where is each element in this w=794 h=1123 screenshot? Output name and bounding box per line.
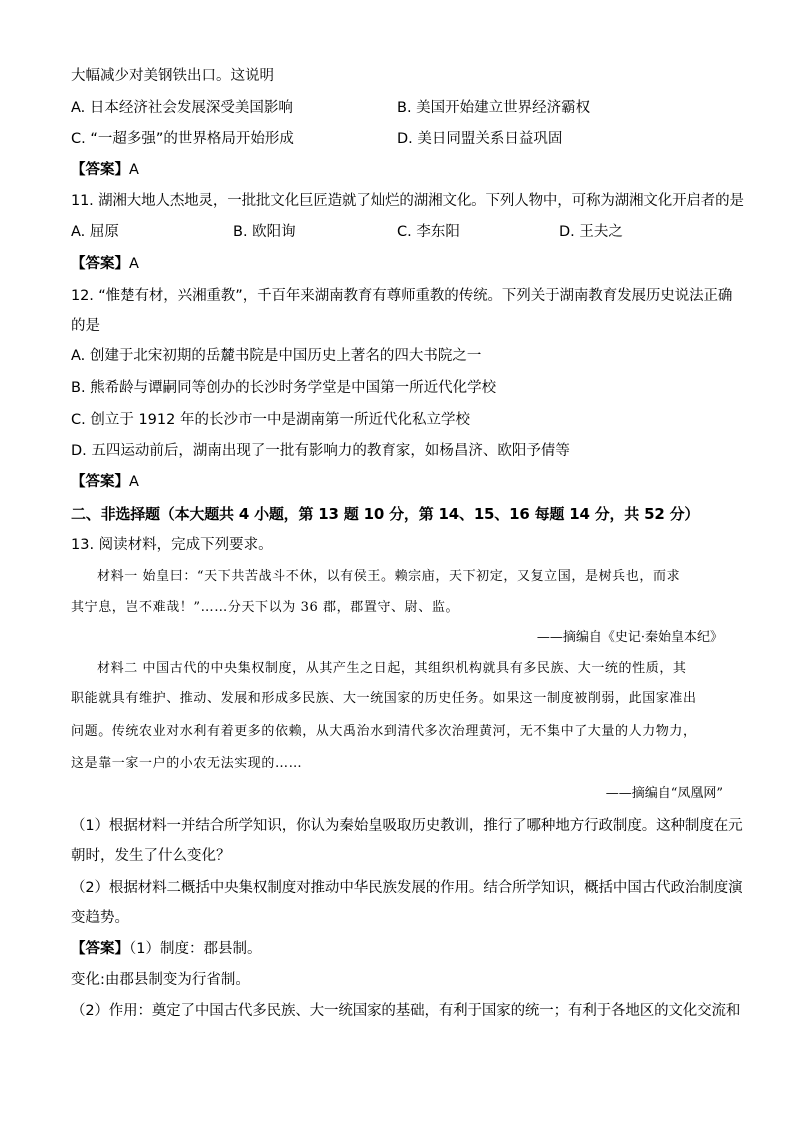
answer-tag: 【答案】 (71, 162, 129, 178)
q13-answer-line2: 变化:由郡县制变为行省制。 (71, 972, 250, 988)
q13-answer-line3: （2）作用：奠定了中国古代多民族、大一统国家的基础，有利于国家的统一；有利于各地区的文化交流和 (71, 1003, 741, 1019)
q13-sub1-line2: 朝时，发生了什么变化？ (71, 848, 231, 864)
q11-stem: 11. 湖湘大地人杰地灵，一批批文化巨匠造就了灿烂的湖湘文化。下列人物中，可称为湖湘文化开启者的是 (71, 193, 744, 209)
material1-line2: 其宁息，岂不难哉！”……分天下以为 36 郡，郡置守、尉、监。 (71, 600, 460, 615)
q13-stem: 13. 阅读材料，完成下列要求。 (71, 537, 273, 553)
q13-sub2-line2: 变趋势。 (71, 910, 129, 926)
answer-value: A (129, 162, 139, 178)
q12-option-c: C. 创立于 1912 年的长沙市一中是湖南第一所近代化私立学校 (71, 412, 470, 428)
q11-option-b: B. 欧阳询 (233, 224, 296, 240)
q11-answer (71, 254, 723, 274)
material1-line1: 材料一 始皇曰：“天下共苦战斗不休，以有侯王。赖宗庙，天下初定，又复立国，是树兵也，而求 (97, 569, 681, 584)
q10-option-c: C. “一超多强”的世界格局开始形成 (71, 131, 294, 147)
q13-sub1-line1: （1）根据材料一并结合所学知识，你认为秦始皇吸取历史教训，推行了哪种地方行政制度。这种制度在元 (71, 818, 743, 834)
answer-tag: 【答案】 (71, 256, 129, 272)
q10-option-b: B. 美国开始建立世界经济霸权 (397, 100, 591, 116)
answer-value: A (129, 474, 139, 490)
answer-value: A (129, 256, 139, 272)
q12-option-d: D. 五四运动前后，湖南出现了一批有影响力的教育家，如杨昌济、欧阳予倩等 (71, 443, 570, 459)
q12-option-b: B. 熊希龄与谭嗣同等创办的长沙时务学堂是中国第一所近代化学校 (71, 380, 497, 396)
material2-line4: 这是靠一家一户的小农无法实现的…… (71, 756, 303, 771)
material1-source: ——摘编自《史记·秦始皇本纪》 (536, 630, 723, 645)
answer-tag: 【答案】 (71, 474, 129, 490)
material2-line1: 材料二 中国古代的中央集权制度，从其产生之日起，其组织机构就具有多民族、大一统的性质，其 (97, 661, 687, 676)
q13-answer-line1 (71, 939, 723, 959)
material2-line2: 职能就具有维护、推动、发展和形成多民族、大一统国家的历史任务。如果这一制度被削弱，此国家准出 (71, 691, 697, 706)
material2-line3: 问题。传统农业对水利有着更多的依赖，从大禹治水到清代多次治理黄河，无不集中了大量的人力物力， (71, 724, 697, 739)
q12-answer (71, 472, 723, 492)
q10-option-d: D. 美日同盟关系日益巩固 (397, 131, 563, 147)
q11-option-c: C. 李东阳 (397, 224, 460, 240)
q12-option-a: A. 创建于北宋初期的岳麓书院是中国历史上著名的四大书院之一 (71, 348, 482, 364)
q11-option-d: D. 王夫之 (559, 224, 623, 240)
material2-source: ——摘编自“凤凰网” (605, 786, 723, 801)
section-heading: 二、非选择题（本大题共 4 小题，第 13 题 10 分，第 14、15、16 每题 14 分，共 52 分） (71, 505, 700, 523)
answer-tag: 【答案】 (71, 941, 129, 957)
q10-option-a: A. 日本经济社会发展深受美国影响 (71, 100, 293, 116)
q11-option-a: A. 屈原 (71, 224, 119, 240)
q13-sub2-line1: （2）根据材料二概括中央集权制度对推动中华民族发展的作用。结合所学知识，概括中国古代政治制度演 (71, 880, 743, 896)
q12-stem-line1: 12. “惟楚有材，兴湘重教”，千百年来湖南教育有尊师重教的传统。下列关于湖南教育发展历史说法正确 (71, 288, 733, 304)
q10-stem-tail: 大幅减少对美钢铁出口。这说明 (71, 68, 274, 84)
q10-answer (71, 160, 723, 180)
q12-stem-line2: 的是 (71, 318, 100, 334)
answer-text: （1）制度：郡县制。 (129, 941, 262, 957)
